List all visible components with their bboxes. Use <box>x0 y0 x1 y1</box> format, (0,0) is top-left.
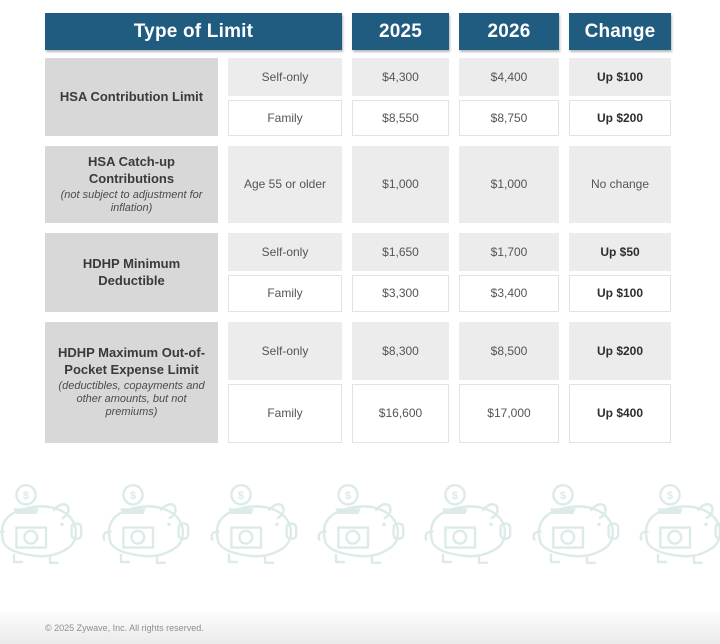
category-cell: Family <box>228 384 342 443</box>
row-label-title: HSA Contribution Limit <box>59 88 204 104</box>
value-cell-2026: $3,400 <box>459 275 559 312</box>
category-cell: Family <box>228 275 342 312</box>
header-2026: 2026 <box>459 13 559 50</box>
value-cell-2026: $8,750 <box>459 100 559 136</box>
category-cell: Self-only <box>228 322 342 380</box>
section-hsa-contribution-limit <box>45 58 671 136</box>
piggy-bank-icon <box>523 480 627 568</box>
row-label <box>45 322 218 443</box>
section-hdhp-minimum-deductible <box>45 233 671 312</box>
piggy-bank-icon <box>415 480 519 568</box>
value-cell-2025: $16,600 <box>352 384 449 443</box>
category-cell: Age 55 or older <box>228 146 342 223</box>
row-label-note: (not subject to adjustment for inflation) <box>60 188 203 214</box>
row-label-note: (deductibles, copayments and other amounts, but not premiums) <box>58 380 205 419</box>
change-cell: Up $400 <box>569 384 671 443</box>
table-header-row <box>45 13 671 50</box>
change-cell: Up $100 <box>569 275 671 312</box>
change-cell: No change <box>569 146 671 223</box>
header-type-of-limit: Type of Limit <box>45 13 342 50</box>
section-hsa-catch-up <box>45 146 671 223</box>
change-cell: Up $200 <box>569 322 671 380</box>
row-label-title: HSA Catch-up Contributions <box>88 153 175 186</box>
value-cell-2026: $1,700 <box>459 233 559 271</box>
change-cell: Up $100 <box>569 58 671 96</box>
change-cell: Up $200 <box>569 100 671 136</box>
copyright-text: © 2025 Zywave, Inc. All rights reserved. <box>45 623 204 633</box>
row-label <box>45 233 218 312</box>
header-change: Change <box>569 13 671 50</box>
value-cell-2026: $1,000 <box>459 146 559 223</box>
piggy-bank-icon <box>308 480 412 568</box>
value-cell-2026: $4,400 <box>459 58 559 96</box>
piggy-bank-icon <box>0 480 90 568</box>
value-cell-2026: $8,500 <box>459 322 559 380</box>
row-label <box>45 146 218 223</box>
section-hdhp-max-out-of-pocket <box>45 322 671 443</box>
category-cell: Family <box>228 100 342 136</box>
value-cell-2025: $1,650 <box>352 233 449 271</box>
header-2025: 2025 <box>352 13 449 50</box>
value-cell-2025: $4,300 <box>352 58 449 96</box>
row-label-title: HDHP Minimum Deductible <box>82 255 181 288</box>
category-cell: Self-only <box>228 233 342 271</box>
limits-table <box>45 13 671 453</box>
value-cell-2025: $3,300 <box>352 275 449 312</box>
row-label-title: HDHP Maximum Out-of-Pocket Expense Limit <box>57 345 206 378</box>
piggy-bank-icon <box>201 480 305 568</box>
piggy-bank-icon <box>93 480 197 568</box>
category-cell: Self-only <box>228 58 342 96</box>
row-label <box>45 58 218 136</box>
change-cell: Up $50 <box>569 233 671 271</box>
piggy-bank-row <box>0 480 720 568</box>
value-cell-2025: $8,300 <box>352 322 449 380</box>
value-cell-2026: $17,000 <box>459 384 559 443</box>
value-cell-2025: $8,550 <box>352 100 449 136</box>
piggy-bank-icon <box>630 480 720 568</box>
value-cell-2025: $1,000 <box>352 146 449 223</box>
